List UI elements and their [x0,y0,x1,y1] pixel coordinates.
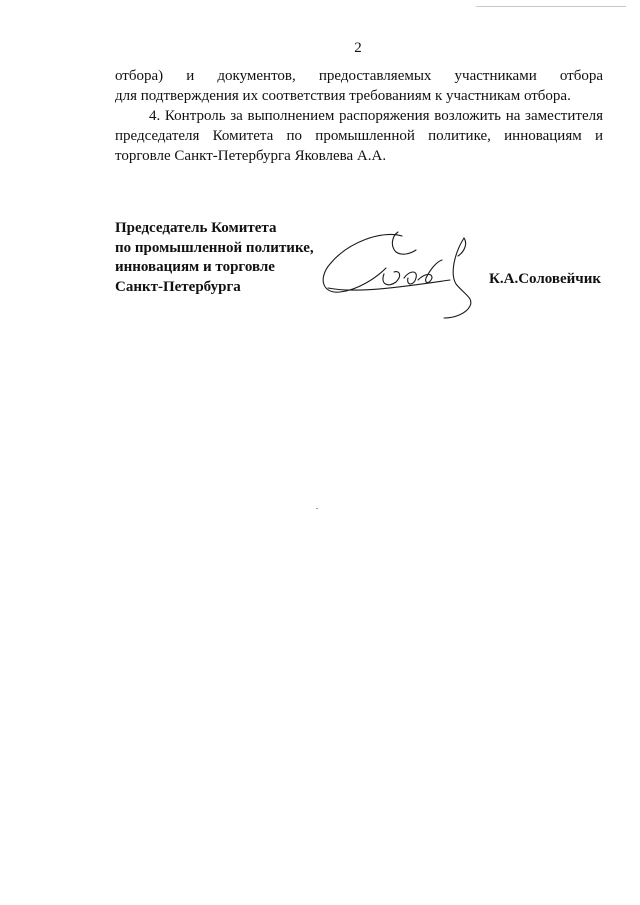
paragraph-continuation-line: для подтверждения их соответствия требованиям к участникам отбора. [115,88,571,104]
paragraph-continuation-line: отбора) и документов, предоставляемых участниками отбора [115,68,603,84]
signatory-title-line: по промышленной политике, [115,239,314,256]
paragraph-item-4: 4. Контроль за выполнением распоряжения возложить на заместителя председателя Комитета по промышленной политике, инновациям и торговле Санкт-Петербурга Яковлева А.А. [115,108,603,164]
handwritten-signature [318,228,490,320]
signatory-title-line: Председатель Комитета [115,220,277,236]
signatory-title-line: инновациям и торговле [115,259,275,275]
body-text [115,66,603,166]
signatory-title [115,219,314,297]
page-number: 2 [354,40,362,56]
header-rule [476,6,626,7]
signatory-title-line: Санкт-Петербурга [115,278,241,295]
signatory-name: К.А.Соловейчик [489,271,602,287]
scan-speck [316,508,318,509]
